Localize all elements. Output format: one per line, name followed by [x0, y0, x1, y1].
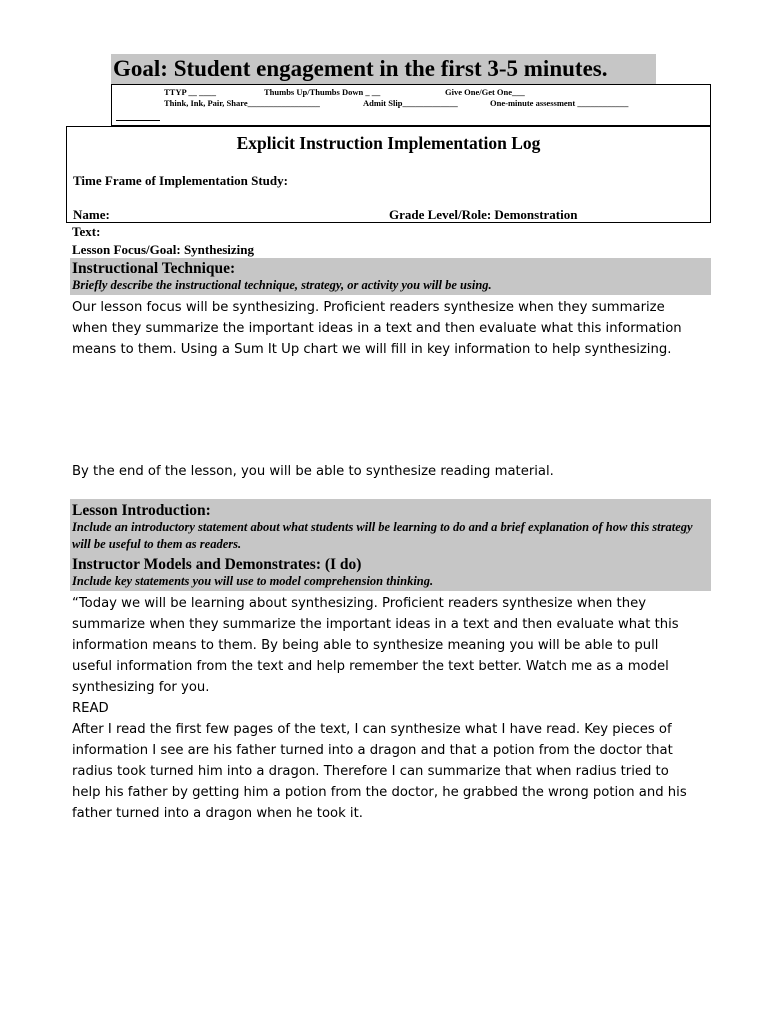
log-title: Explicit Instruction Implementation Log	[236, 133, 541, 153]
blank-line	[116, 111, 160, 121]
grade-level-label: Grade Level/Role: Demonstration	[389, 207, 578, 222]
section-instruction: Briefly describe the instructional technique, strategy, or activity you will be using.	[72, 278, 492, 292]
strategy-one-minute: One-minute assessment ____________	[490, 98, 629, 108]
goal-banner: Goal: Student engagement in the first 3-5 minutes.	[111, 54, 656, 84]
strategy-give-one: Give One/Get One___	[445, 87, 525, 97]
instructor-models-header	[70, 555, 711, 591]
name-label: Name:	[73, 207, 110, 222]
section-instruction: Include an introductory statement about what students will be learning to do and a brief explanation of how this strategy will be useful to them as readers.	[72, 520, 693, 551]
section-instruction: Include key statements you will use to model comprehension thinking.	[72, 574, 434, 588]
strategy-think-ink: Think, Ink, Pair, Share_________________	[164, 98, 320, 108]
objective-text: By the end of the lesson, you will be able to synthesize reading material.	[72, 464, 554, 479]
strategy-ttyp: TTYP __ ____	[164, 87, 216, 97]
technique-description: Our lesson focus will be synthesizing. Proficient readers synthesize when they summarize when they summarize the important ideas in a text and then evaluate what this information means to them. Using a Sum It Up chart we will fill in key information to help synthesizing.	[72, 300, 682, 357]
section-heading: Instructional Technique:	[72, 260, 236, 277]
time-frame-label: Time Frame of Implementation Study:	[73, 173, 288, 188]
lesson-objective	[72, 461, 692, 482]
instructor-models-body	[72, 593, 692, 824]
implementation-log-box	[66, 126, 711, 223]
after-read-text: After I read the first few pages of the text, I can synthesize what I have read. Key pieces of information I see are his father turned into a dragon and that a potion from the doctor that radius took turned him into a dragon. Therefore I can summarize that when radius tried to help his father by getting him a potion from the doctor, he grabbed the wrong potion and his father turned into a dragon when he took it.	[72, 722, 687, 821]
section-heading: Lesson Introduction:	[72, 502, 211, 519]
model-quote: “Today we will be learning about synthesizing. Proficient readers synthesize when they summarize when they summarize the important ideas in a text and then evaluate what this information means to them. By being able to synthesize meaning you will be able to pull useful information from the text and help remember the text better. Watch me as a model synthesizing for you.	[72, 596, 679, 695]
technique-body	[72, 297, 692, 360]
lesson-introduction-header	[70, 499, 711, 555]
read-label: READ	[72, 701, 109, 716]
instructional-technique-header	[70, 258, 711, 295]
strategy-admit-slip: Admit Slip_____________	[363, 98, 458, 108]
lesson-focus-label: Lesson Focus/Goal: Synthesizing	[72, 242, 255, 257]
engagement-strategies-box	[111, 84, 711, 126]
section-heading: Instructor Models and Demonstrates: (I do)	[72, 556, 362, 573]
strategy-thumbs: Thumbs Up/Thumbs Down _ __	[264, 87, 381, 97]
text-label: Text:	[72, 224, 101, 239]
